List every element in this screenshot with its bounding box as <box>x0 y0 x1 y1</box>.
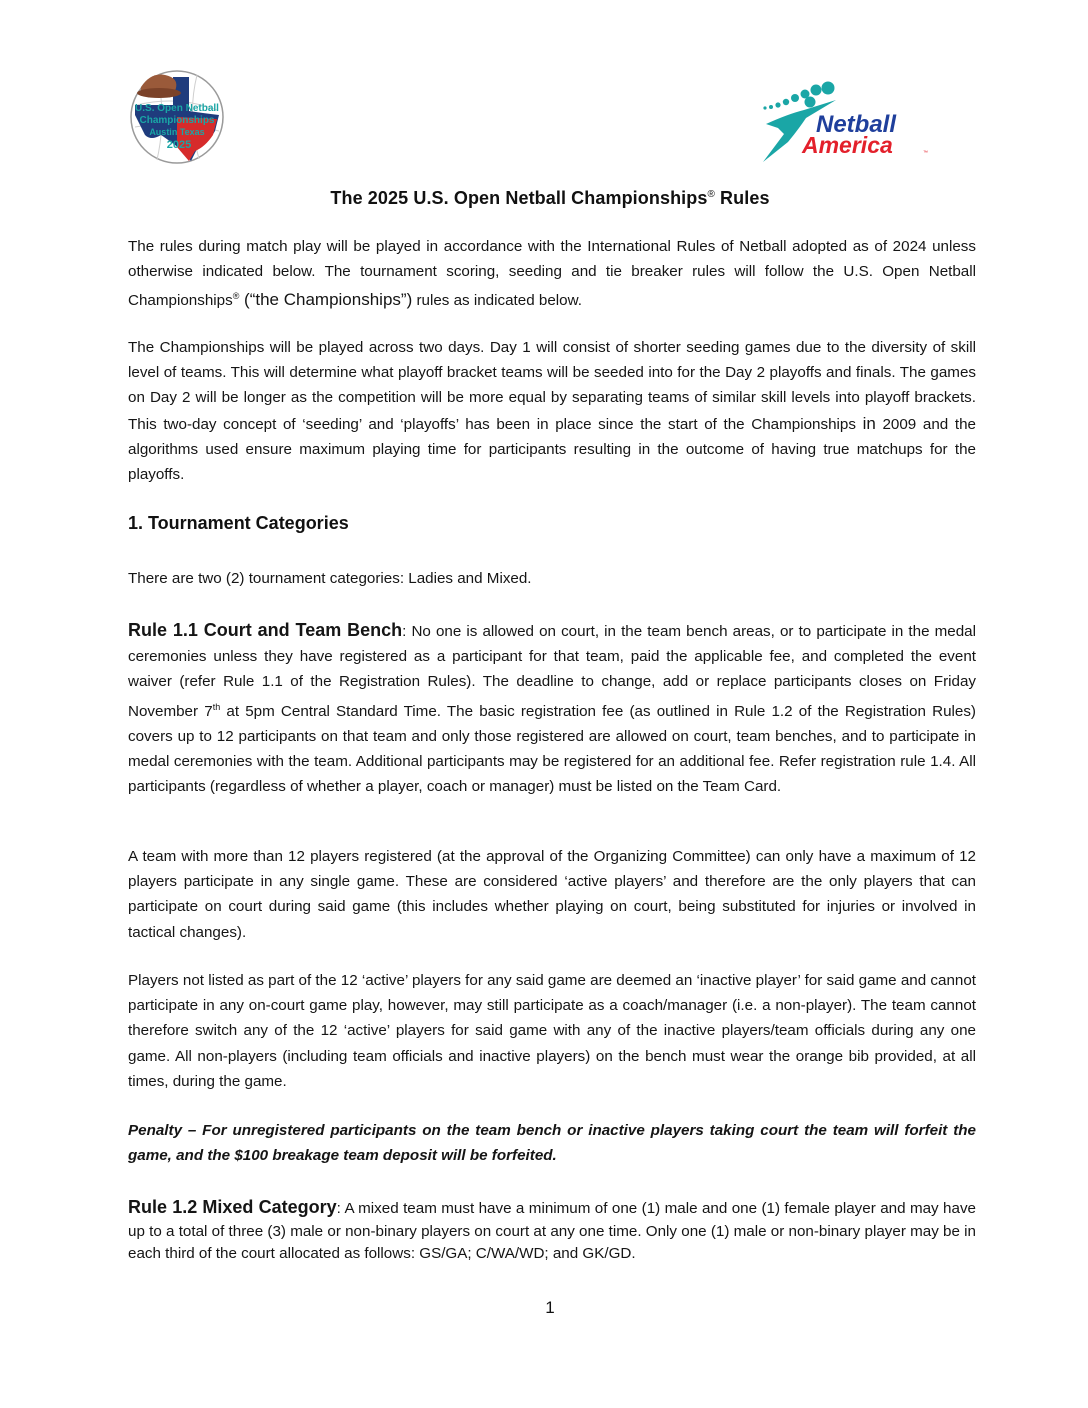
logo-line-1: U.S. Open Netball <box>135 103 219 114</box>
rule-1-2-paragraph <box>128 1196 976 1266</box>
title-suffix: Rules <box>714 188 770 208</box>
title-registered-mark: ® <box>707 189 715 200</box>
logo-line-3: Austin Texas <box>149 127 205 137</box>
logo-line-2: Championships <box>139 115 215 126</box>
rule-1-1-inactive-players: Players not listed as part of the 12 ‘active’ players for any said game are deemed an ‘inactive player’ for said game and cannot participate in any on-court game play, however, may still participate as a coach/manager (i.e. a non-player). The team cannot therefore switch any of the 12 ‘active’ players for said game with any of the inactive players/team officials during any one game. All non-players (including team officials and inactive players) on the bench must wear the orange bib provided, at all times, during the game. <box>128 972 976 1090</box>
logo-line-4: 2025 <box>166 139 192 151</box>
intro-p2-text: The Championships will be played across two days. Day 1 will consist of shorter seeding games due to the diversity of skill level of teams. This will determine what playoff bracket teams will be seeded into for the Day 2 playoffs and finals. The games on Day 2 will be longer as the competition will be more equal by separating teams of similar skill levels into playoff brackets. This two-day concept of ‘seeding’ and ‘playoffs’ has been in place since the start of the Championships <box>128 339 976 433</box>
intro-p2-end: 2009 and the algorithms used ensure maximum playing time for participants resulting in the outcome of having true matchups for the playoffs. <box>128 415 976 484</box>
categories-intro: There are two (2) tournament categories: Ladies and Mixed. <box>128 570 532 587</box>
us-open-championships-logo <box>127 65 227 165</box>
championships-badge-icon <box>127 65 227 165</box>
title-text: The 2025 U.S. Open Netball Championships <box>330 188 708 208</box>
rule-1-2-heading: Rule 1.2 Mixed Category <box>128 1197 337 1217</box>
intro-championships-quote: (“the Championships”) <box>239 290 413 310</box>
intro-p1-text: The rules during match play will be played in accordance with the International Rules of Netball adopted as of 2024 unless otherwise indicated below. The tournament scoring, seeding and tie breaker rules will follow the U.S. Open Netball Championships <box>128 238 976 310</box>
intro-p2-in: in <box>862 413 876 433</box>
rule-1-1-ordinal: th <box>212 701 221 712</box>
intro-paragraph-1 <box>128 234 976 314</box>
rule-1-1-penalty: Penalty – For unregistered participants on the team bench or inactive players taking court the team will forfeit the game, and the $100 breakage team deposit will be forfeited. <box>128 1122 976 1165</box>
rule-1-1-paragraph <box>128 618 976 799</box>
rule-1-1-text: : No one is allowed on court, in the team bench areas, or to participate in the medal ceremonies unless they have registered as a participant for that team, paid the applicable fee, and completed the event waiver (refer Rule 1.1 of the Registration Rules). The deadline to change, add or replace participants closes on Friday November 7 <box>128 623 977 720</box>
rule-1-1-text-cont: at 5pm Central Standard Time. The basic registration fee (as outlined in Rule 1.2 of the Registration Rules) covers up to 12 participants on that team and only those registered are allowed on court, team benches, and to participate in medal ceremonies with the team. Additional participants may be registered for an additional fee. Refer registration rule 1.4. All participants (regardless of whether a player, coach or manager) must be listed on the Team Card. <box>128 702 976 796</box>
rule-1-1-active-players: A team with more than 12 players registered (at the approval of the Organizing Committee) can only have a maximum of 12 players participate in any single game. These are considered ‘active players’ and therefore are the only players that can participate on court during said game (this includes whether playing on court, being substituted for injuries or involved in tactical changes). <box>128 848 976 941</box>
logo-netball-text: Netball <box>816 111 897 138</box>
netball-america-logo <box>758 80 933 165</box>
document-title <box>0 188 1088 209</box>
intro-registered-mark: ® <box>232 291 240 302</box>
logo-tm: ™ <box>923 150 928 156</box>
rule-1-2-text: : A mixed team must have a minimum of one (1) male and one (1) female player and may have up to a total of three (3) male or non-binary players on court at any one time. Only one (1) male or non-binary player may be in each third of the court allocated as follows: GS/GA; C/WA/WD; and GK/GD. <box>128 1200 976 1263</box>
intro-p1-end: rules as indicated below. <box>412 292 582 310</box>
netball-america-emblem-icon <box>758 80 933 165</box>
intro-paragraph-2 <box>128 335 976 487</box>
logo-america-text: America <box>802 132 893 158</box>
page-number: 1 <box>545 1298 555 1317</box>
section-heading-tournament-categories: 1. Tournament Categories <box>128 513 349 533</box>
rule-1-1-heading: Rule 1.1 Court and Team Bench <box>128 620 403 640</box>
